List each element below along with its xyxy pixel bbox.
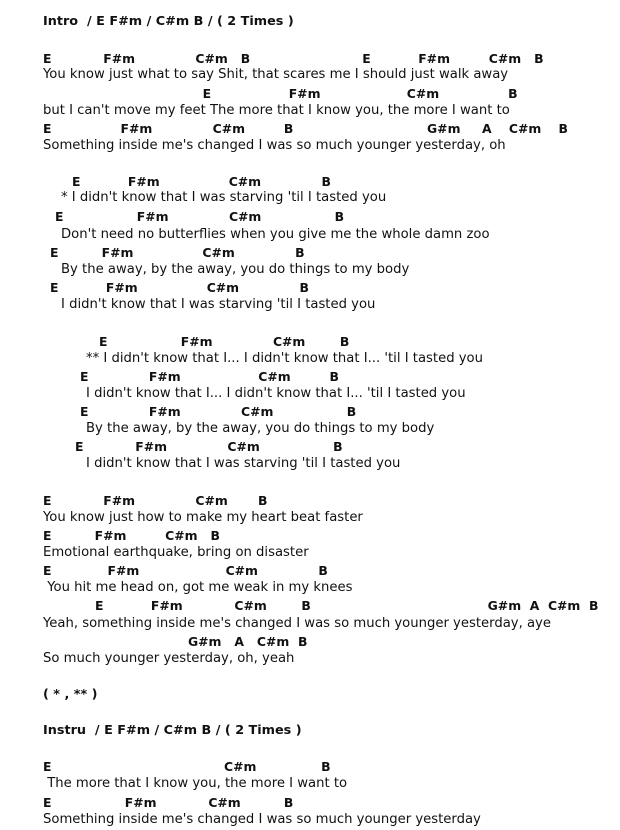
lyric-line: So much younger yesterday, oh, yeah	[43, 651, 295, 666]
chord-line: E C#m B	[43, 759, 331, 774]
chord-line: E F#m C#m B E F#m C#m B	[43, 51, 544, 66]
lyric-line: You know just what to say Shit, that scares me I should just walk away	[43, 67, 509, 82]
chord-line: E F#m C#m B	[43, 795, 294, 810]
chord-line: E F#m C#m B	[75, 439, 343, 454]
chord-line: E F#m C#m B G#m A C#m B	[95, 598, 599, 613]
lyric-line: By the away, by the away, you do things to my body	[86, 421, 435, 436]
lyric-line: Something inside me's changed I was so much younger yesterday	[43, 812, 481, 827]
lyric-line: Emotional earthquake, bring on disaster	[43, 545, 309, 560]
lyric-line: but I can't move my feet The more that I know you, the more I want to	[43, 103, 510, 118]
chord-line: E F#m C#m B	[80, 404, 357, 419]
chord-line: E F#m C#m B	[72, 174, 331, 189]
lyric-line: * I didn't know that I was starving 'til I tasted you	[61, 190, 387, 205]
lyric-line: By the away, by the away, you do things to my body	[61, 262, 410, 277]
chord-line: E F#m C#m B	[43, 86, 518, 101]
lyric-line: Don't need no butterflies when you give me the whole damn zoo	[61, 227, 490, 242]
repeat-marker: ( * , ** )	[43, 687, 98, 702]
intro-line: Intro / E F#m / C#m B / ( 2 Times )	[43, 14, 294, 29]
lyric-line: Something inside me's changed I was so much younger yesterday, oh	[43, 138, 506, 153]
lyric-line: I didn't know that I... I didn't know that I... 'til I tasted you	[86, 386, 466, 401]
chord-line: E F#m C#m B	[55, 209, 345, 224]
chord-line: E F#m C#m B	[43, 493, 268, 508]
chord-line: G#m A C#m B	[188, 634, 308, 649]
chord-line: E F#m C#m B	[43, 563, 328, 578]
chord-line: E F#m C#m B G#m A C#m B	[43, 121, 568, 136]
lyric-line: I didn't know that I was starving 'til I tasted you	[61, 297, 376, 312]
lyric-line: I didn't know that I was starving 'til I tasted you	[86, 456, 401, 471]
lyric-line: You know just how to make my heart beat faster	[43, 510, 363, 525]
lyric-line: You hit me head on, got me weak in my knees	[43, 580, 353, 595]
instru-line: Instru / E F#m / C#m B / ( 2 Times )	[43, 723, 302, 738]
lyric-line: The more that I know you, the more I want to	[43, 776, 348, 791]
chord-line: E F#m C#m B	[50, 280, 309, 295]
chord-line: E F#m C#m B	[99, 334, 350, 349]
lyric-line: ** I didn't know that I... I didn't know that I... 'til I tasted you	[86, 351, 483, 366]
chord-line: E F#m C#m B	[50, 245, 305, 260]
chord-line: E F#m C#m B	[43, 528, 220, 543]
lyric-line: Yeah, something inside me's changed I was so much younger yesterday, aye	[43, 616, 551, 631]
chord-line: E F#m C#m B	[80, 369, 339, 384]
